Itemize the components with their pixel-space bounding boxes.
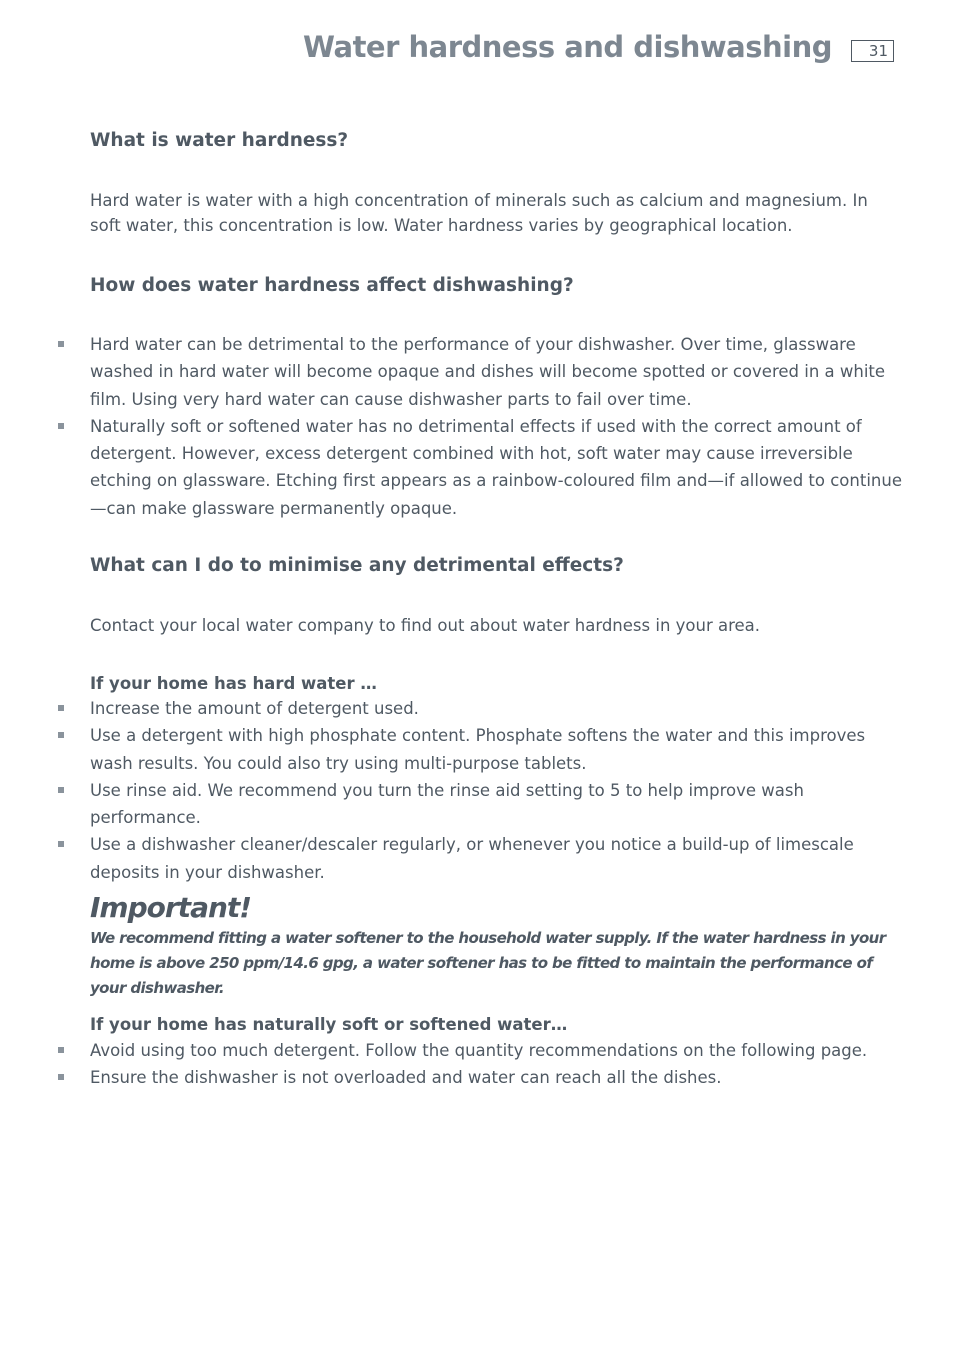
list-item-text: Naturally soft or softened water has no detrimental effects if used with the correct amount of detergent. However, excess detergent combined with hot, soft water may cause irreversible etching on glassware. Etching first appears as a rainbow-coloured film and—if allowed to continue—can make glassware permanently opaque. [90, 416, 902, 518]
heading-what-is-water-hardness: What is water hardness? [90, 130, 349, 151]
paragraph-contact-water-company: Contact your local water company to find out about water hardness in your area. [90, 616, 761, 635]
bullet-icon [58, 423, 64, 429]
list-item [90, 1064, 902, 1091]
paragraph-what-is-water-hardness: Hard water is water with a high concentration of minerals such as calcium and magnesium. In soft water, this concentration is low. Water hardness varies by geographical location. [90, 191, 868, 235]
page-number: 31 [851, 40, 894, 62]
list-soft-water-tips [90, 1037, 902, 1092]
heading-minimise-effects: What can I do to minimise any detrimental effects? [90, 555, 624, 576]
list-item-text: Increase the amount of detergent used. [90, 699, 419, 718]
list-item-text: Avoid using too much detergent. Follow the quantity recommendations on the following page. [90, 1041, 868, 1060]
list-item [90, 722, 902, 777]
list-item-text: Ensure the dishwasher is not overloaded and water can reach all the dishes. [90, 1068, 722, 1088]
page-title: Water hardness and dishwashing [303, 30, 832, 64]
important-heading: Important! [90, 891, 252, 924]
bullet-icon [58, 787, 64, 793]
subheading-hard-water: If your home has hard water … [90, 674, 377, 693]
list-item [90, 1037, 902, 1064]
bullet-icon [58, 1074, 64, 1080]
list-hardness-effects [90, 331, 902, 522]
bullet-icon [58, 1047, 64, 1053]
list-item-text: Hard water can be detrimental to the performance of your dishwasher. Over time, glassware washed in hard water will become opaque and dishes will become spotted or covered in a white film. Using very hard water can cause dishwasher parts to fail over time. [90, 335, 886, 409]
list-item [90, 831, 902, 886]
bullet-icon [58, 705, 64, 711]
subheading-soft-water: If your home has naturally soft or softened water… [90, 1015, 568, 1034]
list-item [90, 331, 902, 413]
bullet-icon [58, 732, 64, 738]
heading-how-affects-dishwashing: How does water hardness affect dishwashing? [90, 275, 574, 296]
list-item [90, 413, 902, 522]
list-hard-water-tips [90, 695, 902, 886]
list-item-text: Use a dishwasher cleaner/descaler regularly, or whenever you notice a build-up of limescale deposits in your dishwasher. [90, 835, 854, 882]
list-item-text: Use a detergent with high phosphate content. Phosphate softens the water and this improves wash results. You could also try using multi-purpose tablets. [90, 726, 866, 773]
list-item [90, 695, 902, 722]
list-item [90, 777, 902, 832]
bullet-icon [58, 841, 64, 847]
bullet-icon [58, 341, 64, 347]
list-item-text: Use rinse aid. We recommend you turn the rinse aid setting to 5 to help improve wash performance. [90, 780, 804, 828]
important-note: We recommend fitting a water softener to the household water supply. If the water hardness in your home is above 250 ppm/14.6 gpg, a water softener has to be fitted to maintain the performance of your dishwasher. [90, 929, 886, 997]
